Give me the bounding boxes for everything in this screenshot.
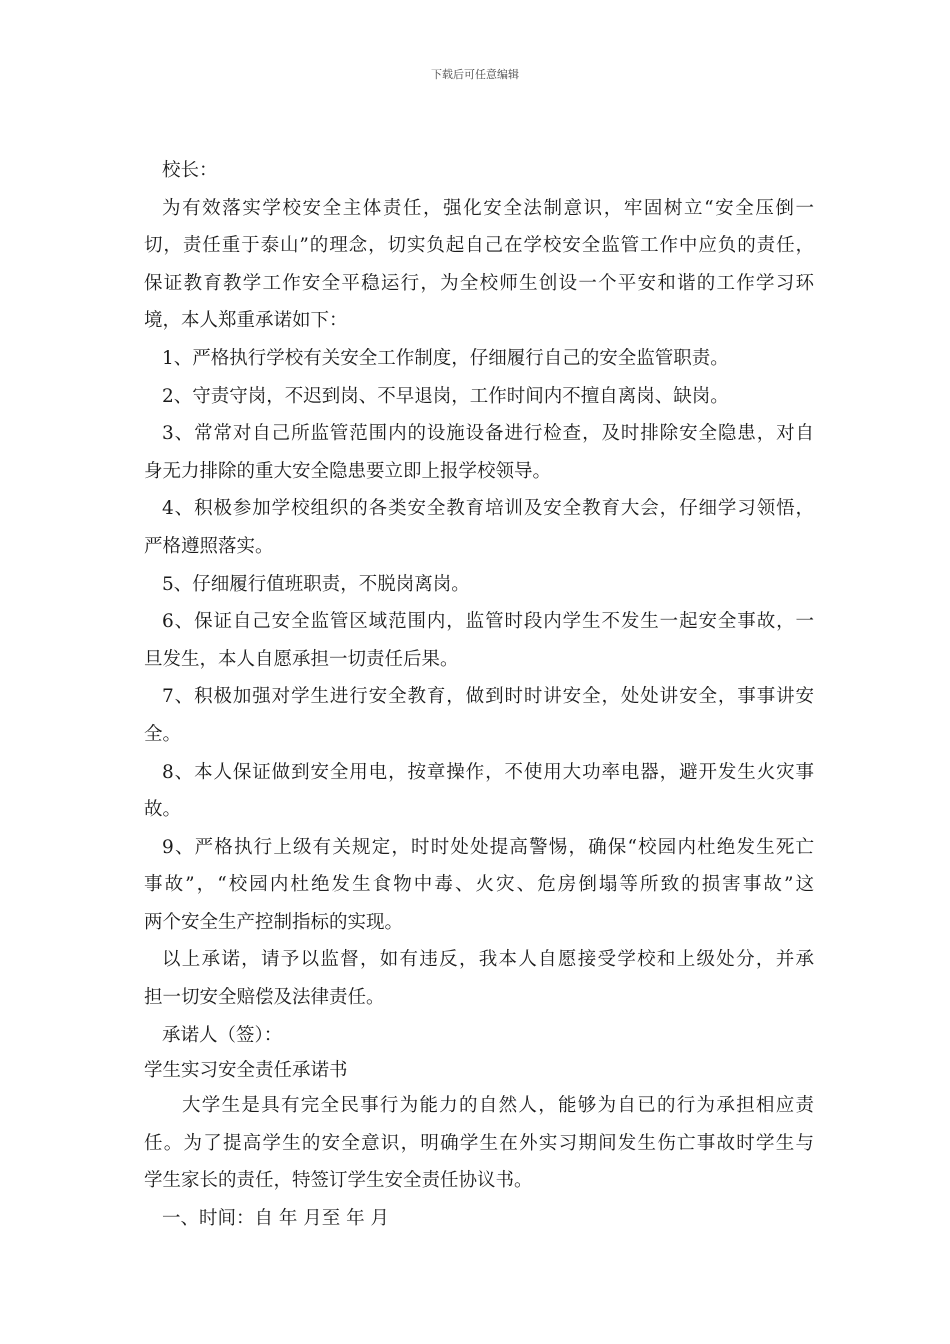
document-line: 学生实习安全责任承诺书 (144, 1060, 348, 1082)
document-line: 5、仔细履行值班职责，不脱岗离岗。 (162, 573, 470, 595)
document-line: 2、守责守岗，不迟到岗、不早退岗，工作时间内不擅自离岗、缺岗。 (162, 385, 729, 407)
document-line: 9、严格执行上级有关规定，时时处处提高警惕，确保“校园内杜绝发生死亡 (162, 836, 814, 858)
document-body (144, 152, 814, 1238)
document-line: 事故”，“校园内杜绝发生食物中毒、火灾、危房倒塌等所致的损害事故”这 (144, 874, 814, 896)
document-line: 为有效落实学校安全主体责任，强化安全法制意识，牢固树立“安全压倒一 (162, 197, 814, 219)
document-line: 7、积极加强对学生进行安全教育，做到时时讲安全，处处讲安全，事事讲安 (162, 686, 814, 708)
document-line: 以上承诺，请予以监督，如有违反，我本人自愿接受学校和上级处分，并承 (162, 949, 814, 971)
document-line: 严格遵照落实。 (144, 535, 274, 557)
document-line: 旦发生，本人自愿承担一切责任后果。 (144, 648, 459, 670)
document-line: 切，责任重于泰山”的理念，切实负起自己在学校安全监管工作中应负的责任， (144, 235, 814, 257)
document-line: 境，本人郑重承诺如下： (144, 310, 348, 332)
document-line: 故。 (144, 799, 182, 821)
document-line: 1、严格执行学校有关安全工作制度，仔细履行自己的安全监管职责。 (162, 347, 729, 369)
document-line: 两个安全生产控制指标的实现。 (144, 911, 404, 933)
document-line: 大学生是具有完全民事行为能力的自然人，能够为自已的行为承担相应责 (182, 1095, 814, 1117)
document-line: 承诺人（签）： (162, 1024, 283, 1046)
document-line: 担一切安全赔偿及法律责任。 (144, 987, 385, 1009)
document-line: 全。 (144, 723, 182, 745)
page-header-note: 下载后可任意编辑 (431, 68, 519, 81)
document-line: 4、积极参加学校组织的各类安全教育培训及安全教育大会，仔细学习领悟， (162, 498, 814, 520)
document-line: 8、本人保证做到安全用电，按章操作，不使用大功率电器，避开发生火灾事 (162, 761, 814, 783)
document-line: 校长： (162, 160, 218, 181)
document-line: 3、常常对自己所监管范围内的设施设备进行检查，及时排除安全隐患，对自 (162, 423, 814, 445)
document-line: 一、时间：自 年 月至 年 月 (162, 1208, 390, 1230)
document-line: 任。为了提高学生的安全意识，明确学生在外实习期间发生伤亡事故时学生与 (144, 1132, 814, 1154)
document-line: 身无力排除的重大安全隐患要立即上报学校领导。 (144, 460, 552, 482)
document-line: 学生家长的责任，特签订学生安全责任协议书。 (144, 1170, 533, 1192)
document-line: 保证教育教学工作安全平稳运行，为全校师生创设一个平安和谐的工作学习环 (144, 272, 814, 294)
document-line: 6、保证自己安全监管区域范围内，监管时段内学生不发生一起安全事故，一 (162, 611, 814, 633)
